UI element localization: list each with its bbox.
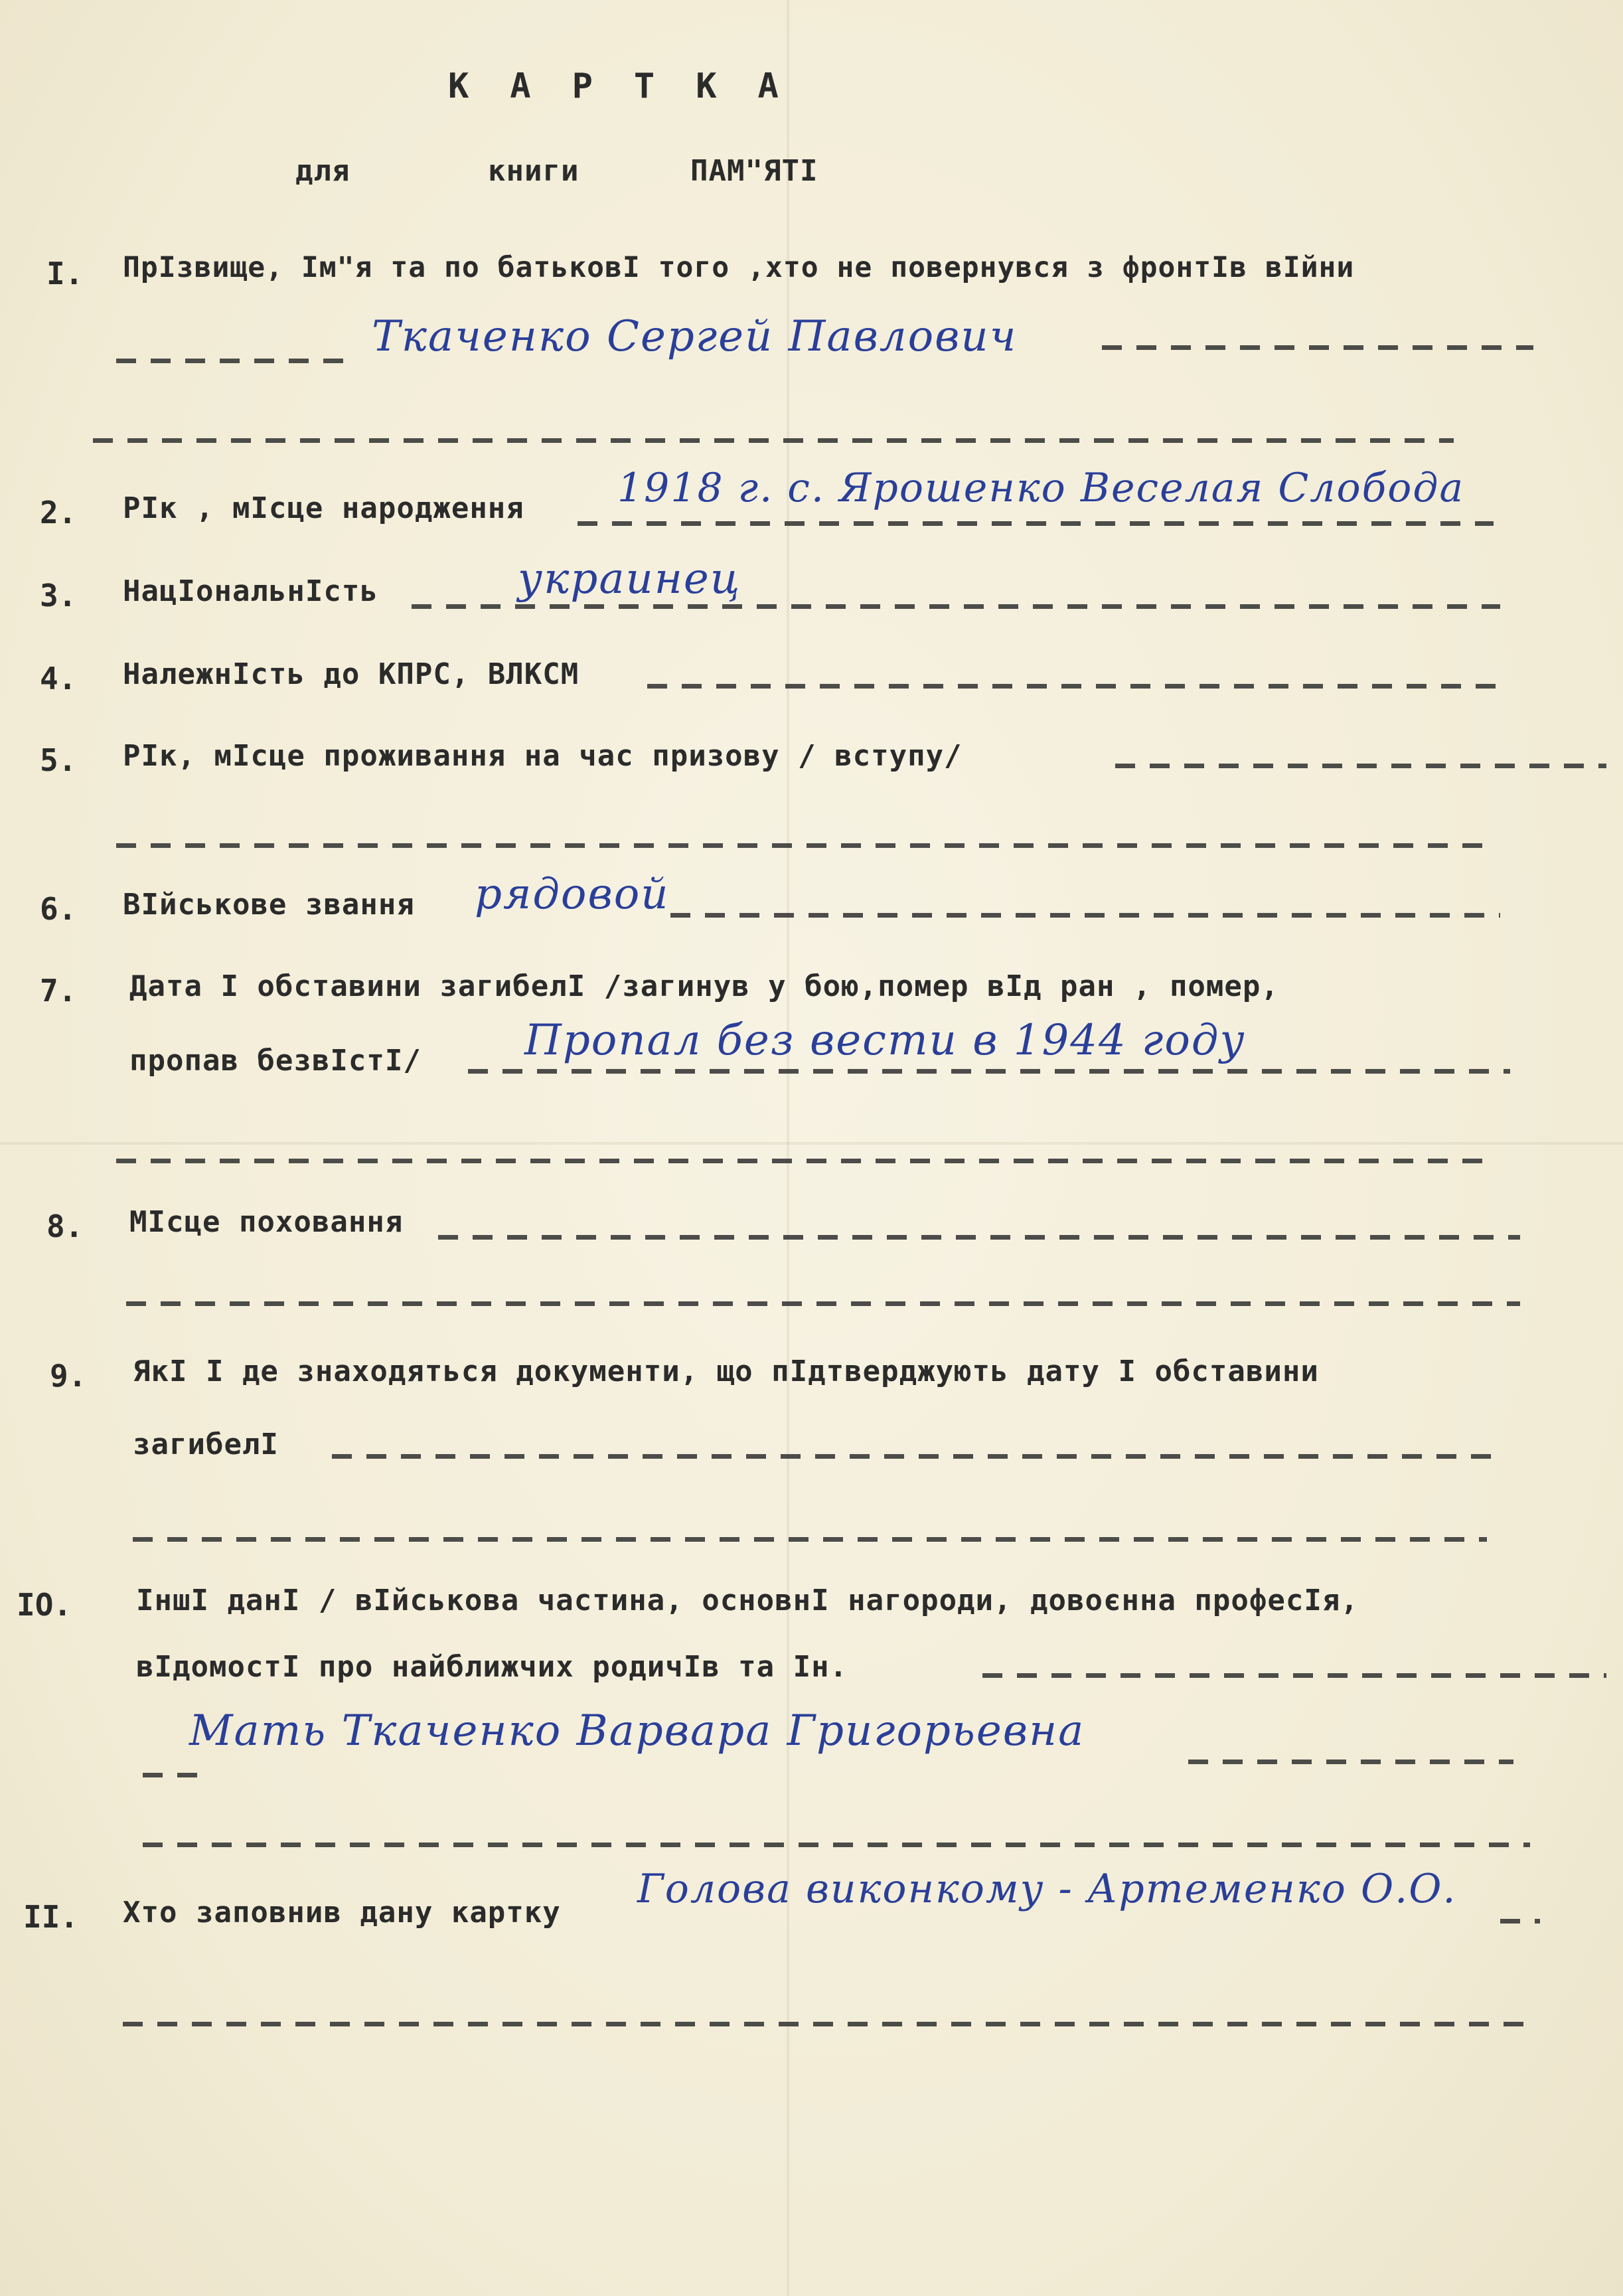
item-number: IO. — [17, 1587, 72, 1623]
fill-line — [332, 1454, 1500, 1459]
item-number: 2. — [40, 495, 77, 531]
item-label-filled-by: Хто заповнив дану картку — [123, 1896, 561, 1929]
item-label-death-cont: загибелІ — [133, 1428, 279, 1461]
item-label-party: НалежнІсть до КПРС, ВЛКСМ — [123, 657, 580, 691]
item-number: 7. — [40, 973, 77, 1009]
fill-line — [578, 521, 1494, 526]
fill-line — [116, 1159, 1497, 1163]
item-number: 3. — [40, 578, 77, 614]
fill-line — [116, 843, 1497, 848]
fill-line — [143, 1843, 1530, 1847]
fill-line — [93, 438, 1454, 443]
subtitle-book: книги — [488, 154, 580, 188]
item-label-rank: ВІйськове звання — [123, 888, 415, 922]
item-label-relatives: вІдомостІ про найближчих родичІв та Ін. — [136, 1650, 848, 1684]
fill-line — [1188, 1760, 1513, 1764]
answer-nationality: украинец — [518, 554, 741, 604]
fill-line — [126, 1301, 1520, 1306]
answer-birth: 1918 г. с. Ярошенко Веселая Слобода — [617, 465, 1465, 511]
fill-line — [670, 913, 1500, 918]
paper-fold-horizontal — [0, 1142, 1623, 1145]
fill-line — [982, 1673, 1606, 1678]
item-number: II. — [23, 1899, 79, 1935]
fill-line — [468, 1069, 1510, 1074]
fill-line — [133, 1537, 1487, 1542]
item-number: 8. — [46, 1208, 84, 1244]
card-title: КАРТКА — [448, 66, 820, 106]
fill-line — [1115, 764, 1606, 768]
item-number: 4. — [40, 661, 77, 697]
item-number: 5. — [40, 742, 77, 778]
item-label-residence: РІк, мІсце проживання на час призову / вступу/ — [123, 739, 963, 773]
item-label-burial: МІсце поховання — [129, 1205, 404, 1239]
item-label-documents: ЯкІ І де знаходяться документи, що пІдтверджують дату І обставини — [133, 1354, 1319, 1388]
item-number: 6. — [40, 891, 77, 927]
answer-death: Пропал без вести в 1944 году — [524, 1016, 1246, 1065]
item-label-nationality: НацІональнІсть — [123, 574, 378, 608]
answer-filled-by: Голова виконкому - Артеменко О.О. — [637, 1866, 1457, 1912]
item-label-surname: ПрІзвище, Ім"я та по батьковІ того ,хто не повернувся з фронтІв вІйни — [123, 251, 1355, 284]
item-number: 9. — [50, 1358, 87, 1394]
item-label-death: Дата І обставини загибелІ /загинув у бою,помер вІд ран , помер, — [129, 969, 1279, 1003]
subtitle-for: для — [295, 154, 350, 188]
fill-line — [412, 604, 1500, 609]
fill-line — [647, 684, 1504, 689]
answer-relatives: Мать Ткаченко Варвара Григорьевна — [189, 1706, 1085, 1756]
item-label-other: ІншІ данІ / вІйськова частина, основнІ нагороди, довоєнна професІя, — [136, 1584, 1359, 1617]
item-label-birth: РІк , мІсце народження — [123, 491, 524, 525]
item-label-missing: пропав безвІстІ/ — [129, 1044, 422, 1078]
fill-line — [123, 2022, 1537, 2026]
fill-line — [1500, 1919, 1540, 1924]
fill-line — [143, 1773, 202, 1777]
fill-line — [438, 1235, 1520, 1240]
answer-rank: рядовой — [475, 870, 670, 919]
subtitle-memory: ПАМ"ЯТІ — [690, 154, 818, 188]
item-number: I. — [46, 256, 84, 291]
fill-line — [1102, 345, 1533, 350]
answer-full-name: Ткаченко Сергей Павлович — [372, 312, 1018, 361]
fill-line — [116, 359, 355, 363]
